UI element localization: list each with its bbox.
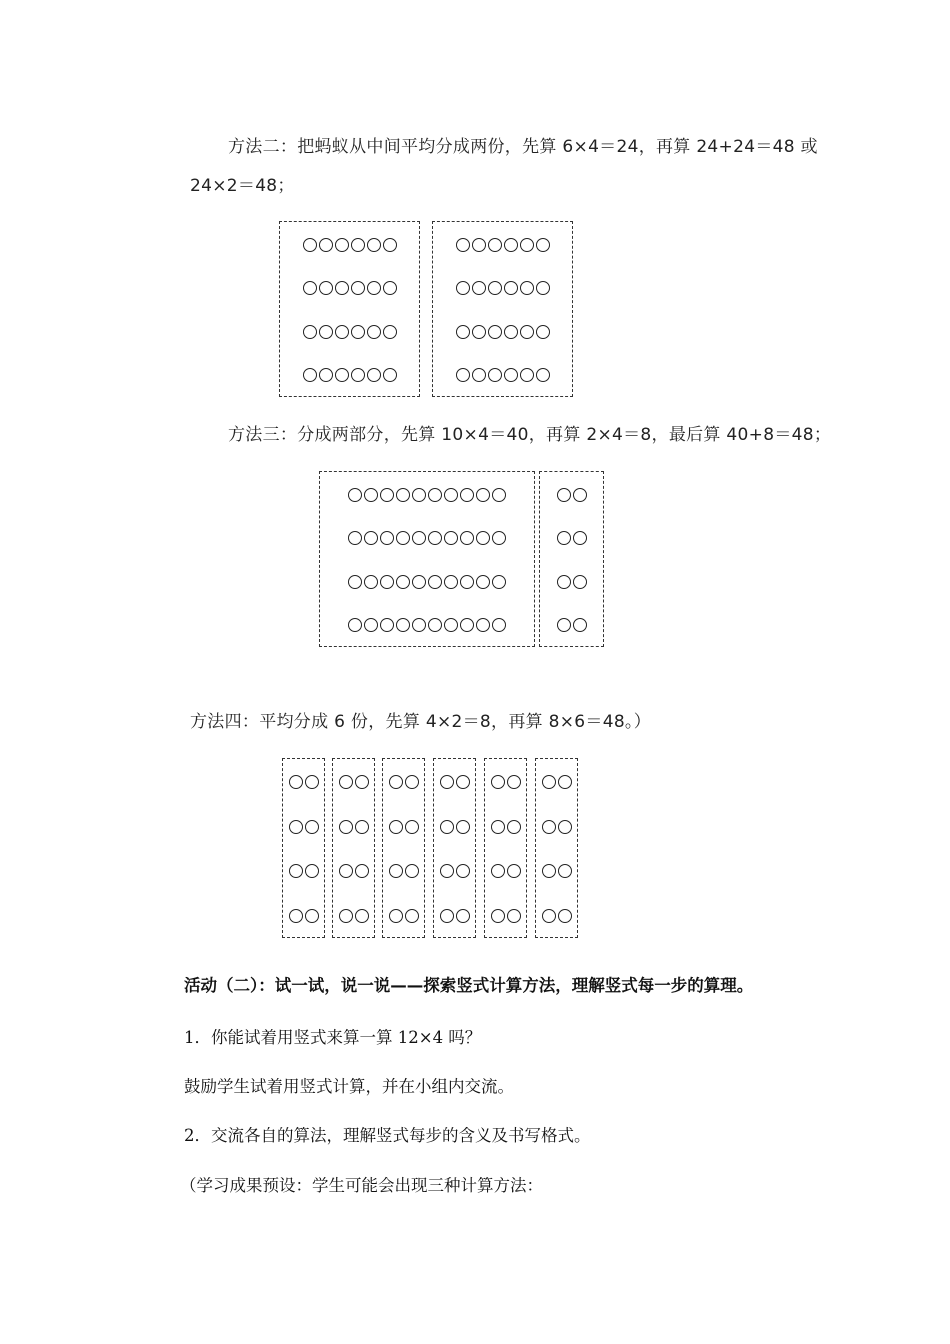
circle-icon [440,820,454,834]
circle-icon [383,325,397,339]
paragraph-1: 鼓励学生试着用竖式计算，并在小组内交流。 [184,1077,514,1096]
circle-row [280,322,419,342]
circle-icon [488,368,502,382]
circle-icon [507,864,521,878]
circle-icon [355,820,369,834]
circle-icon [504,325,518,339]
circle-icon [339,775,353,789]
circle-row [433,322,572,342]
circle-icon [476,488,490,502]
circle-row [434,906,475,926]
circle-icon [488,238,502,252]
circle-icon [440,909,454,923]
circle-row [333,772,374,792]
circle-icon [405,820,419,834]
circle-row [536,861,577,881]
circle-row [320,528,534,548]
circle-icon [456,864,470,878]
circle-icon [305,864,319,878]
circle-icon [339,820,353,834]
circle-row [320,572,534,592]
circle-icon [492,488,506,502]
circle-row [485,861,526,881]
circle-row [485,817,526,837]
circle-row [383,906,424,926]
circle-icon [289,864,303,878]
circle-icon [396,618,410,632]
circle-icon [456,775,470,789]
circle-icon [573,575,587,589]
circle-icon [389,820,403,834]
circle-icon [339,909,353,923]
circle-icon [542,775,556,789]
circle-icon [536,281,550,295]
circle-icon [351,281,365,295]
circle-icon [305,820,319,834]
circle-icon [367,238,381,252]
circle-icon [472,238,486,252]
circle-icon [520,368,534,382]
circle-row [333,861,374,881]
circle-row [433,278,572,298]
circle-icon [488,325,502,339]
circle-icon [492,618,506,632]
circle-icon [348,618,362,632]
circle-icon [348,488,362,502]
circle-row [536,906,577,926]
circle-icon [364,618,378,632]
circle-icon [557,618,571,632]
circle-icon [389,909,403,923]
method-3-group-ones [539,471,604,647]
circle-icon [351,368,365,382]
circle-row [536,772,577,792]
circle-row [283,861,324,881]
method-4-group-4 [433,758,476,938]
circle-icon [351,238,365,252]
circle-icon [472,281,486,295]
method-2-text-line1: 方法二：把蚂蚁从中间平均分成两份，先算 6×4＝24，再算 24+24＝48 或 [228,137,818,157]
circle-row [280,365,419,385]
circle-icon [319,368,333,382]
circle-icon [444,531,458,545]
circle-icon [335,368,349,382]
circle-icon [520,238,534,252]
circle-row [320,485,534,505]
circle-icon [488,281,502,295]
circle-icon [492,531,506,545]
circle-icon [380,531,394,545]
circle-icon [536,238,550,252]
circle-icon [444,575,458,589]
circle-icon [557,488,571,502]
circle-icon [412,531,426,545]
circle-icon [507,820,521,834]
circle-icon [460,488,474,502]
circle-icon [573,488,587,502]
activity-2-heading: 活动（二）：试一试，说一说——探索竖式计算方法，理解竖式每一步的算理。 [184,976,754,995]
circle-icon [476,618,490,632]
circle-row [540,572,603,592]
circle-icon [412,575,426,589]
method-2-group-right [432,221,573,397]
circle-row [333,906,374,926]
circle-icon [428,618,442,632]
circle-icon [456,325,470,339]
method-2-text-line2: 24×2＝48； [190,176,295,196]
circle-icon [428,575,442,589]
circle-icon [558,864,572,878]
method-4-group-1 [282,758,325,938]
circle-icon [396,531,410,545]
circle-icon [557,531,571,545]
circle-icon [558,775,572,789]
circle-icon [520,281,534,295]
circle-icon [405,775,419,789]
circle-icon [405,864,419,878]
circle-icon [558,820,572,834]
circle-icon [460,531,474,545]
circle-icon [339,864,353,878]
circle-icon [491,864,505,878]
circle-icon [520,325,534,339]
circle-icon [289,909,303,923]
circle-icon [557,575,571,589]
circle-icon [542,820,556,834]
circle-icon [504,281,518,295]
circle-icon [491,820,505,834]
circle-icon [319,238,333,252]
circle-icon [383,281,397,295]
circle-icon [348,575,362,589]
circle-icon [456,820,470,834]
circle-icon [472,368,486,382]
circle-icon [380,575,394,589]
circle-icon [456,368,470,382]
circle-icon [305,909,319,923]
circle-icon [558,909,572,923]
circle-row [536,817,577,837]
circle-icon [355,909,369,923]
circle-icon [348,531,362,545]
circle-icon [491,775,505,789]
circle-icon [319,281,333,295]
circle-icon [536,368,550,382]
circle-icon [405,909,419,923]
circle-icon [536,325,550,339]
circle-row [283,817,324,837]
method-4-group-5 [484,758,527,938]
circle-icon [542,909,556,923]
circle-icon [355,775,369,789]
circle-icon [573,618,587,632]
method-4-text: 方法四：平均分成 6 份，先算 4×2＝8，再算 8×6＝48。） [190,712,652,732]
circle-icon [303,325,317,339]
circle-row [333,817,374,837]
circle-icon [428,531,442,545]
circle-row [540,528,603,548]
circle-icon [456,238,470,252]
circle-icon [289,775,303,789]
circle-row [485,906,526,926]
method-4-group-3 [382,758,425,938]
circle-icon [364,575,378,589]
circle-icon [335,325,349,339]
circle-icon [542,864,556,878]
circle-row [540,615,603,635]
circle-icon [289,820,303,834]
circle-icon [383,238,397,252]
circle-row [280,278,419,298]
circle-icon [367,281,381,295]
circle-icon [303,368,317,382]
circle-row [434,817,475,837]
circle-icon [367,325,381,339]
circle-row [383,861,424,881]
circle-row [383,817,424,837]
circle-icon [305,775,319,789]
circle-icon [412,488,426,502]
method-4-group-6 [535,758,578,938]
circle-icon [383,368,397,382]
circle-icon [507,909,521,923]
question-1: 1．你能试着用竖式来算一算 12×4 吗？ [184,1028,482,1047]
circle-icon [319,325,333,339]
circle-icon [364,531,378,545]
circle-icon [335,281,349,295]
circle-row [433,365,572,385]
circle-icon [367,368,381,382]
circle-icon [396,575,410,589]
circle-icon [335,238,349,252]
circle-icon [303,238,317,252]
circle-icon [412,618,426,632]
circle-icon [380,618,394,632]
circle-icon [380,488,394,502]
circle-icon [303,281,317,295]
circle-icon [440,775,454,789]
circle-icon [444,488,458,502]
circle-icon [396,488,410,502]
circle-row [320,615,534,635]
circle-icon [504,368,518,382]
circle-icon [476,531,490,545]
method-4-group-2 [332,758,375,938]
method-3-text: 方法三：分成两部分，先算 10×4＝40，再算 2×4＝8，最后算 40+8＝48； [228,425,832,445]
circle-row [283,906,324,926]
circle-icon [389,864,403,878]
circle-icon [460,618,474,632]
circle-icon [460,575,474,589]
circle-row [433,235,572,255]
circle-icon [456,909,470,923]
method-2-group-left [279,221,420,397]
circle-row [485,772,526,792]
circle-icon [573,531,587,545]
circle-row [434,861,475,881]
circle-icon [440,864,454,878]
circle-icon [389,775,403,789]
circle-icon [428,488,442,502]
circle-row [383,772,424,792]
circle-icon [476,575,490,589]
circle-row [540,485,603,505]
circle-icon [491,909,505,923]
circle-icon [492,575,506,589]
circle-icon [444,618,458,632]
circle-icon [504,238,518,252]
method-3-group-tens [319,471,535,647]
question-2: 2．交流各自的算法，理解竖式每步的含义及书写格式。 [184,1126,591,1145]
paragraph-2: （学习成果预设：学生可能会出现三种计算方法： [180,1176,543,1195]
circle-icon [507,775,521,789]
circle-icon [364,488,378,502]
circle-row [434,772,475,792]
circle-row [283,772,324,792]
circle-row [280,235,419,255]
circle-icon [456,281,470,295]
circle-icon [355,864,369,878]
circle-icon [472,325,486,339]
circle-icon [351,325,365,339]
